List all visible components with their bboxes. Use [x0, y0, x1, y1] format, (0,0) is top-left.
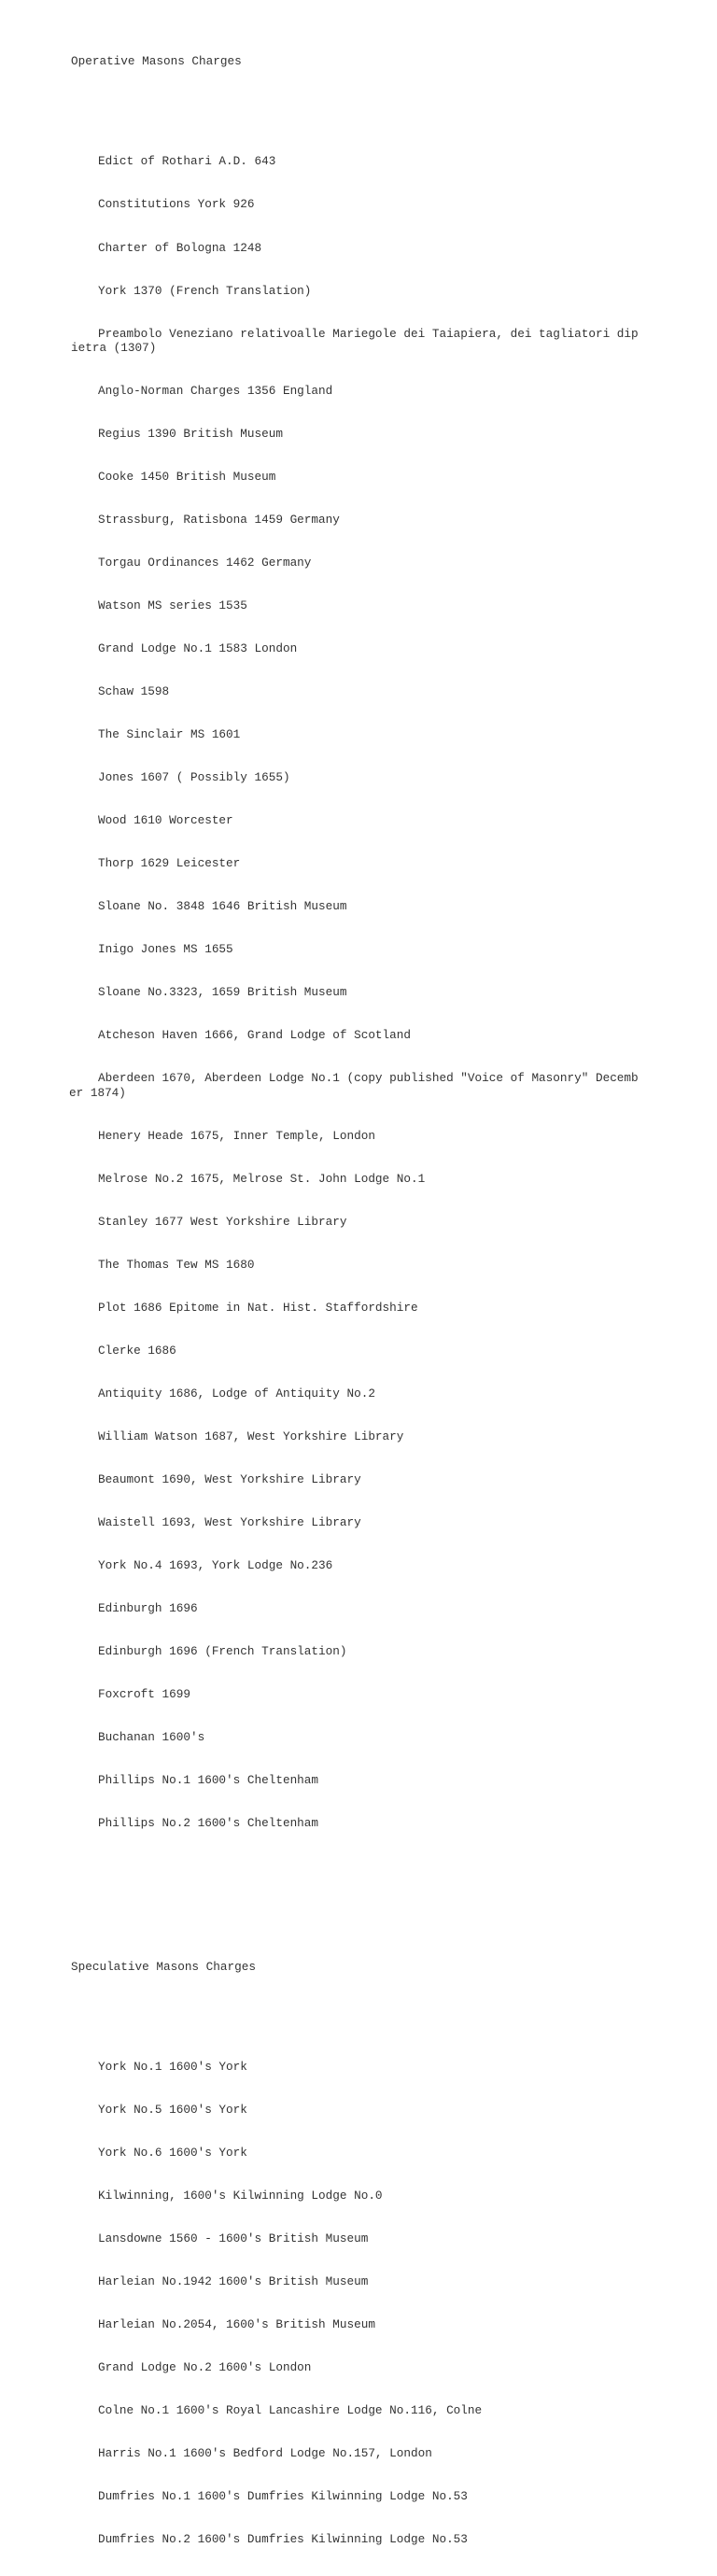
- list-item: Harleian No.2054, 1600's British Museum: [98, 2317, 375, 2332]
- list-item: Stanley 1677 West Yorkshire Library: [98, 1214, 347, 1229]
- list-item: York No.6 1600's York: [98, 2146, 247, 2161]
- spacer: [71, 2003, 706, 2017]
- list-item: Thorp 1629 Leicester: [98, 856, 241, 871]
- section-spacer: [71, 1874, 706, 1917]
- list-item: Clerke 1686: [98, 1343, 176, 1358]
- list-item: Harris No.1 1600's Bedford Lodge No.157, London: [98, 2446, 432, 2461]
- document-page: [71, 11, 706, 2576]
- list-item: Torgau Ordinances 1462 Germany: [98, 556, 312, 570]
- list-item-continuation: ietra (1307): [71, 340, 157, 355]
- list-item: Charter of Bologna 1248: [98, 240, 262, 255]
- list-item: The Thomas Tew MS 1680: [98, 1257, 255, 1272]
- list-item: Grand Lodge No.2 1600's London: [98, 2360, 312, 2375]
- operative-heading: Operative Masons Charges: [71, 54, 242, 69]
- list-item: Foxcroft 1699: [98, 1687, 190, 1702]
- list-item: Sloane No.3323, 1659 British Museum: [98, 985, 347, 1000]
- list-item: Buchanan 1600's: [98, 1730, 205, 1745]
- list-item: Inigo Jones MS 1655: [98, 942, 233, 957]
- list-item: Jones 1607 ( Possibly 1655): [98, 770, 290, 785]
- list-item: York No.5 1600's York: [98, 2103, 247, 2118]
- list-item: Waistell 1693, West Yorkshire Library: [98, 1515, 361, 1530]
- list-item: York No.1 1600's York: [98, 2060, 247, 2075]
- list-item: Constitutions York 926: [98, 197, 255, 212]
- spacer: [71, 97, 706, 111]
- list-item: York 1370 (French Translation): [98, 283, 312, 298]
- list-item: Edinburgh 1696: [98, 1601, 198, 1616]
- list-item: Atcheson Haven 1666, Grand Lodge of Scotland: [98, 1028, 412, 1043]
- list-item: Harleian No.1942 1600's British Museum: [98, 2274, 369, 2289]
- list-item: Sloane No. 3848 1646 British Museum: [98, 899, 347, 914]
- list-item: Edinburgh 1696 (French Translation): [98, 1644, 347, 1659]
- list-item: Dumfries No.1 1600's Dumfries Kilwinning Lodge No.53: [98, 2489, 468, 2504]
- list-item: Colne No.1 1600's Royal Lancashire Lodge No.116, Colne: [98, 2403, 483, 2418]
- list-item: York No.4 1693, York Lodge No.236: [98, 1558, 333, 1573]
- list-item: Kilwinning, 1600's Kilwinning Lodge No.0: [98, 2189, 383, 2203]
- list-item: Anglo-Norman Charges 1356 England: [98, 383, 333, 398]
- list-item: Antiquity 1686, Lodge of Antiquity No.2: [98, 1387, 375, 1401]
- list-item: Phillips No.2 1600's Cheltenham: [98, 1816, 319, 1831]
- list-item: The Sinclair MS 1601: [98, 727, 241, 742]
- speculative-heading: Speculative Masons Charges: [71, 1959, 256, 1974]
- list-item: Strassburg, Ratisbona 1459 Germany: [98, 513, 340, 528]
- list-item-continuation: er 1874): [69, 1085, 126, 1100]
- list-item-wrapped: [71, 1071, 706, 1100]
- list-item: Plot 1686 Epitome in Nat. Hist. Staffordshire: [98, 1300, 418, 1315]
- list-item-wrapped: [71, 327, 706, 356]
- list-item: Lansdowne 1560 - 1600's British Museum: [98, 2231, 369, 2246]
- list-item-line: Aberdeen 1670, Aberdeen Lodge No.1 (copy published "Voice of Masonry" Decemb: [98, 1071, 639, 1086]
- list-item: Phillips No.1 1600's Cheltenham: [98, 1773, 319, 1788]
- list-item: Edict of Rothari A.D. 643: [98, 154, 276, 169]
- list-item: Watson MS series 1535: [98, 598, 247, 613]
- list-item: Dumfries No.2 1600's Dumfries Kilwinning Lodge No.53: [98, 2532, 468, 2547]
- list-item: Grand Lodge No.1 1583 London: [98, 641, 298, 656]
- list-item: Wood 1610 Worcester: [98, 813, 233, 828]
- list-item: Regius 1390 British Museum: [98, 426, 283, 441]
- list-item: William Watson 1687, West Yorkshire Library: [98, 1429, 404, 1444]
- list-item: Melrose No.2 1675, Melrose St. John Lodge No.1: [98, 1171, 426, 1186]
- list-item: Henery Heade 1675, Inner Temple, London: [98, 1128, 375, 1143]
- list-item: Schaw 1598: [98, 684, 170, 699]
- list-item: Cooke 1450 British Museum: [98, 470, 276, 484]
- list-item-line: Preambolo Veneziano relativoalle Mariegole dei Taiapiera, dei tagliatori dip: [98, 326, 639, 341]
- list-item: Beaumont 1690, West Yorkshire Library: [98, 1472, 361, 1487]
